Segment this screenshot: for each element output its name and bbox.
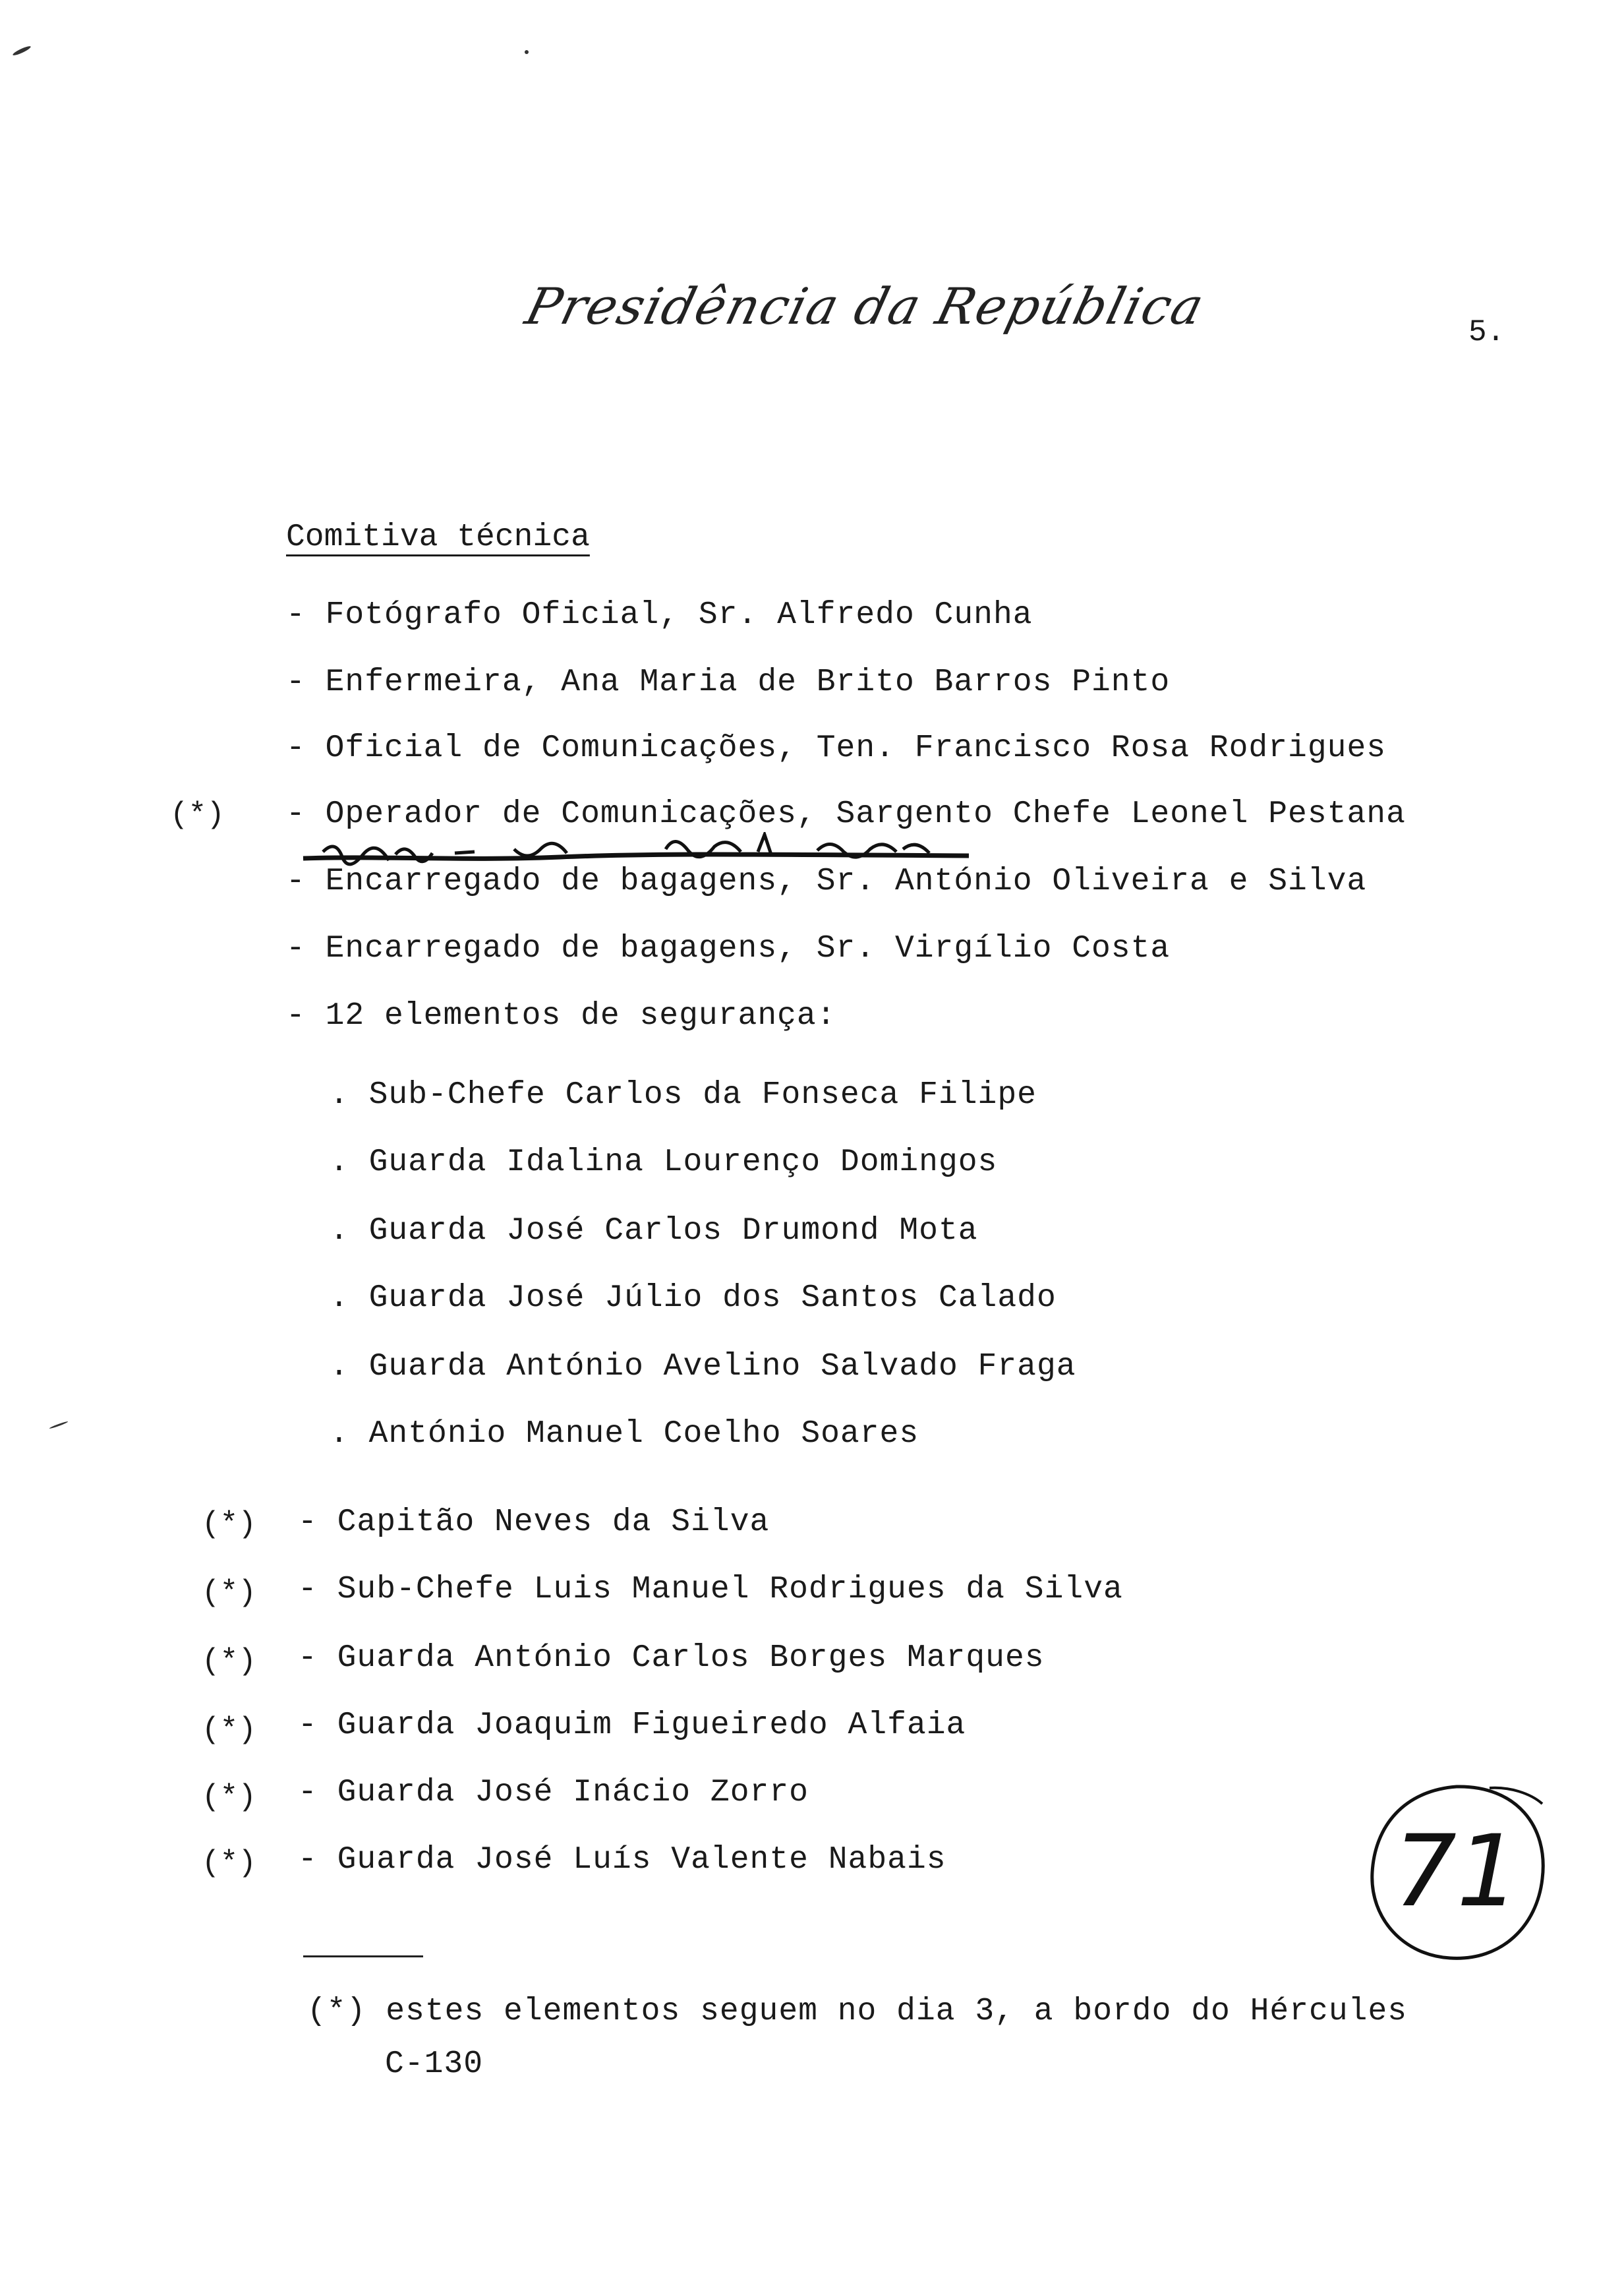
list-item: - Guarda Joaquim Figueiredo Alfaia	[298, 1708, 966, 1743]
asterisk-marker: (*)	[202, 1576, 256, 1610]
list-item: - Guarda António Carlos Borges Marques	[298, 1640, 1045, 1676]
list-item: - Guarda José Inácio Zorro	[298, 1775, 809, 1810]
list-item: - Encarregado de bagagens, Sr. Virgílio Costa	[286, 931, 1171, 966]
list-item: - Sub-Chefe Luis Manuel Rodrigues da Silva	[298, 1572, 1123, 1607]
scan-mark	[525, 50, 529, 54]
asterisk-marker: (*)	[202, 1507, 256, 1541]
asterisk-marker: (*)	[202, 1846, 256, 1880]
list-item: . Guarda José Carlos Drumond Mota	[330, 1213, 978, 1249]
asterisk-marker: (*)	[202, 1713, 256, 1747]
folio-number: 71	[1393, 1814, 1520, 1929]
list-item: - Fotógrafo Oficial, Sr. Alfredo Cunha	[286, 597, 1033, 633]
scan-mark	[49, 1421, 68, 1429]
footnote-text: (*) estes elementos seguem no dia 3, a bordo do Hércules	[307, 1994, 1408, 2029]
list-item: . Guarda António Avelino Salvado Fraga	[330, 1349, 1076, 1384]
list-item: - Enfermeira, Ana Maria de Brito Barros Pinto	[286, 665, 1171, 700]
list-item: . António Manuel Coelho Soares	[330, 1416, 919, 1452]
list-item-struck: - Operador de Comunicações, Sargento Chefe Leonel Pestana	[286, 796, 1406, 832]
scan-mark	[12, 45, 32, 57]
list-item: - Capitão Neves da Silva	[298, 1504, 770, 1540]
footnote-text-continued: C-130	[385, 2046, 484, 2082]
list-item: . Guarda José Júlio dos Santos Calado	[330, 1280, 1057, 1316]
list-item: - Guarda José Luís Valente Nabais	[298, 1842, 946, 1878]
page-number: 5.	[1468, 315, 1505, 349]
list-item: . Sub-Chefe Carlos da Fonseca Filipe	[330, 1077, 1037, 1113]
footnote-divider	[303, 1955, 423, 1957]
list-item: . Guarda Idalina Lourenço Domingos	[330, 1144, 998, 1180]
handwritten-strikethrough	[297, 832, 975, 878]
list-item: - 12 elementos de segurança:	[286, 998, 836, 1034]
letterhead: Presidência da República	[519, 277, 1211, 336]
asterisk-marker: (*)	[202, 1780, 256, 1814]
asterisk-marker: (*)	[170, 798, 225, 832]
list-item: - Encarregado de bagagens, Sr. António Oliveira e Silva	[286, 864, 1367, 899]
list-item: - Oficial de Comunicações, Ten. Francisco Rosa Rodrigues	[286, 730, 1387, 766]
section-title: Comitiva técnica	[286, 520, 590, 555]
asterisk-marker: (*)	[202, 1644, 256, 1679]
handwritten-folio-stamp	[1358, 1773, 1555, 1971]
